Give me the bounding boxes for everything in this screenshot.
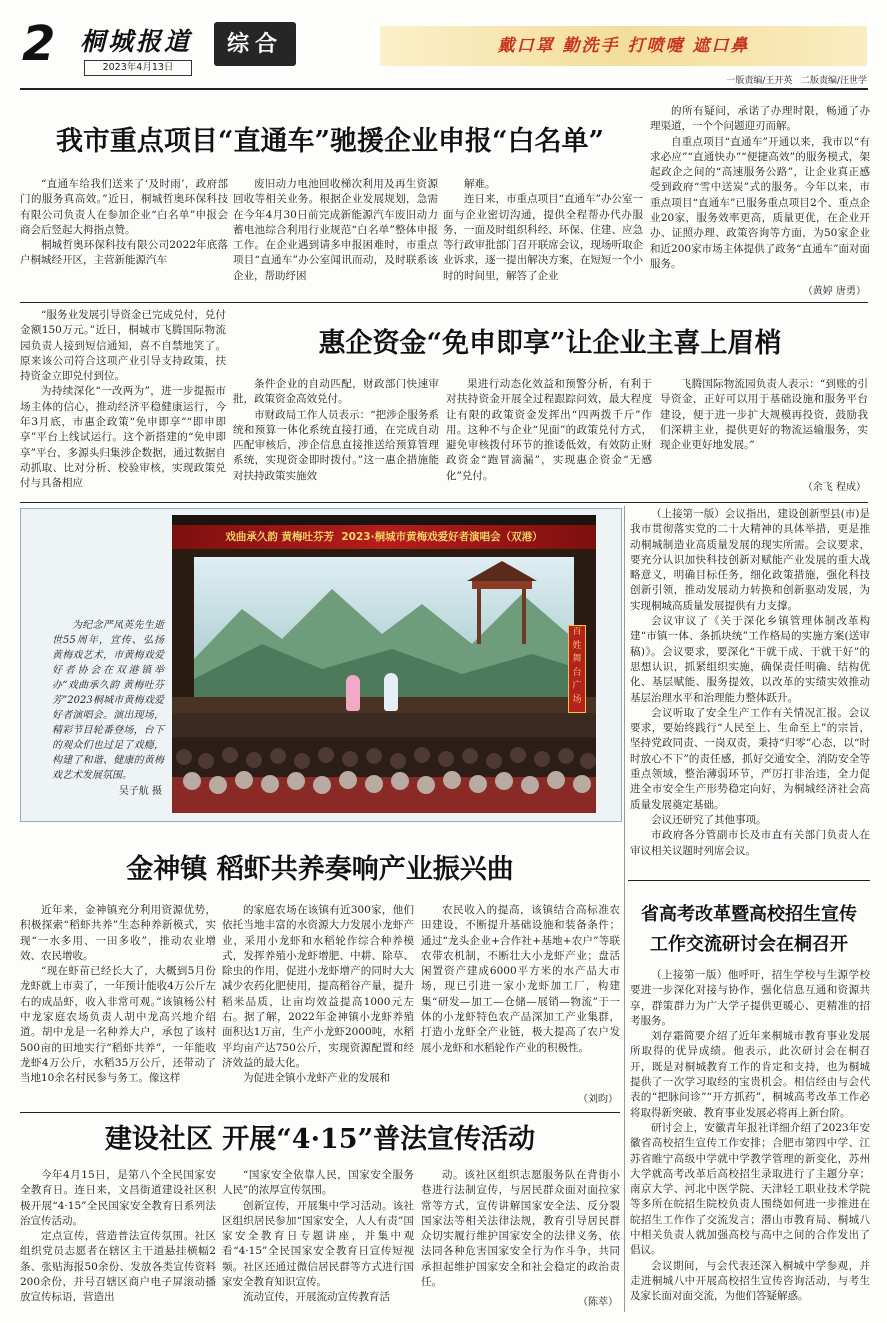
article5-title-line1: 省高考改革暨高校招生宣传	[641, 904, 857, 925]
article4-author: （陈萃）	[578, 1297, 618, 1308]
article1-author: （黄婷 唐勇）	[760, 282, 866, 297]
paragraph: 废旧动力电池回收梯次利用及再生资源回收等相关业务。根据企业发展规划，急需在今年4月30日前完成新能源汽车废旧动力蓄电池综合利用行业规范“白名单”整体申报工作。在企业遇到请多申报困难时，市重点项目“直通车”办公室闻讯而动，及时联系该企业，帮助纾困	[233, 178, 438, 282]
article4-col1	[20, 1168, 216, 1308]
paragraph: 会议审议了《关于深化乡镇管理体制改革构建“市镇一体、条抓块统”工作格局的实施方案(送审稿)》。会议要求，要深化“干就干成、干就干好”的思想认识，抓紧组织实施，确保责任明确、结构优化、基层赋能、服务提效，以改革的实绩实效推动基层治理水平和治理能力整体跃升。	[630, 615, 870, 704]
article3-bottom-rule	[20, 1112, 620, 1113]
paragraph: 条件企业的自动匹配，财政部门快速审批，政策资金高效兑付。	[233, 378, 439, 406]
paragraph: 的所有疑问，承诺了办理时限，畅通了办理渠道，一个个问题迎刃而解。	[650, 105, 870, 133]
paragraph: 为促进全镇小龙虾产业的发展和	[243, 1072, 390, 1085]
paragraph: 的家庭农场在该镇有近300家，他们依托当地丰富的水资源大力发展小龙虾产业，采用小龙虾和水稻轮作综合种养模式，发挥养殖小龙虾增肥、中耕、除草、除虫的作用，促进小龙虾增产的同时大大减少农药化肥使用，提高稻谷产量，提升稻米品质，让亩均效益提高1000元左右。据了解，2022年金神镇小龙虾养殖面积达1万亩，生产小龙虾2000吨，水稻平均亩产达750公斤，实现资源配置和经济效益的最大化。	[222, 904, 414, 1069]
article1-title: 我市重点项目“直通车”驰援企业申报“白名单”	[55, 126, 605, 157]
performer-left	[346, 675, 360, 711]
article5-body	[630, 968, 870, 1313]
article3-author: （刘昀）	[578, 1094, 618, 1105]
paragraph: 自重点项目“直通车”开通以来，我市以“有求必应”“直通快办”“便捷高效”的服务模式，架起政企之间的“高速服务公路”，让企业真正感受到政府“雪中送炭”式的服务。今年以来，市重点项目“直通车”已服务重点项目2个、重点企业20家，服务效率更高，质量更优，在企业开办、证照办理、政策咨询等方面，为50家企业和近200家市场主体提供了政务“直通车”面对面服务。	[650, 135, 870, 270]
paragraph: 为持续深化“一改两为”，进一步提振市场主体的信心，推动经济平稳健康运行，今年3月底，市惠企政策“免申即享”“即申即享”平台上线试运行。这个新搭建的“免申即享”平台，多源头归集涉企数据，通过数据自动抓取、比对分析、校验审核，实现政策兑付与具备相应	[20, 385, 226, 490]
paragraph: “直通车给我们送来了‘及时雨’，政府部门的服务真高效。”近日，桐城哲奥环保科技有限公司负责人在参加企业“白名单”申报会商会后竖起大拇指点赞。	[20, 178, 228, 236]
paper-name-logo: 桐城报道	[80, 27, 193, 56]
paragraph: 会议听取了安全生产工作有关情况汇报。会议要求，要始终践行“人民至上、生命至上”的宗旨，坚持党政同责、一岗双责，秉持“归零”心态，以“时时放心不下”的责任感，抓好交通安全、消防安全等重点领域，整治薄弱环节，严厉打非治违，全力促进全市安全生产形势稳定向好，为桐城经济社会高质量发展奠定基础。	[630, 706, 870, 811]
stage-photo	[172, 515, 596, 813]
photo-credit: 吴子航 摄	[118, 786, 162, 797]
paragraph: 会议期间，与会代表还深入桐城中学参观，并走进桐城八中开展高校招生宣传咨询活动，与考生及家长面对面交流，为他们答疑解惑。	[630, 1259, 870, 1303]
page-number: 2	[22, 16, 56, 72]
masthead-rule	[20, 88, 868, 90]
article3-col2	[222, 903, 414, 1108]
paragraph: “现在虾苗已经长大了，大概到5月份龙虾就上市卖了，一年预计能收4万公斤左右的成品虾，收入非常可观。”该镇杨公村中龙家庭农场负责人胡中龙高兴地介绍道。胡中龙是一名种养大户，承包了该村500亩的田地实行“稻虾共养”，一年能收龙虾4万公斤，水稻35万公斤，还带动了当地10余名村民参与务工。像这样	[20, 965, 216, 1085]
article2-col2	[233, 377, 439, 495]
article4-title: 建设社区 开展“4·15”普法宣传活动	[104, 1124, 536, 1155]
section-badge	[214, 22, 296, 66]
paragraph: （上接第一版）会议指出，建设创新型县(市)是我市贯彻落实党的二十大精神的具体举措，更是推动桐城制造业高质量发展的现实所需。会议要求，要充分认识加快科技创新对赋能产业发展的重大战略意义，明确目标任务，细化政策措施，强化科技创新引领，推动发展动力转换和创新驱动发展，为实现桐城高质量发展提供有力支撑。	[630, 508, 870, 612]
article3-col3	[421, 903, 620, 1073]
meeting-article	[630, 507, 870, 879]
paragraph: 农民收入的提高，该镇结合高标准农田建设，不断提升基础设施和装备条件；通过“龙头企业+合作社+基地+农户”等联农带农机制，不断壮大小龙虾产业；盘活闲置资产建成6000平方米的水产品大市场，现已引进一家小龙虾加工厂，构建集“研发—加工—仓储—展销—物流”于一体的小龙虾特色农产品深加工产业集群，打造小龙虾全产业链，极大提高了农户发展小龙虾和水稻轮作产业的积极性。	[421, 904, 620, 1054]
audience	[172, 737, 596, 813]
paragraph: 流动宣传，开展流动宣传教育活	[243, 1291, 390, 1304]
side-banner	[568, 625, 586, 713]
photo-caption-text: 为纪念严凤英先生逝世55周年，宣传、弘扬黄梅戏艺术，市黄梅戏爱好者协会在双港镇举办“戏曲承久韵 黄梅吐芬芳”2023桐城市黄梅戏爱好者演唱会。演出现场，精彩节目轮番登场，台下的观众们也过足了戏瘾，构建了和谐、健康的黄梅戏艺术发展氛围。	[52, 620, 164, 781]
article3-col1	[20, 903, 216, 1108]
article4-col2	[222, 1168, 414, 1308]
article1-col3	[443, 177, 643, 297]
article1-col2	[233, 177, 438, 297]
article2-author: （余飞 程成）	[802, 482, 866, 493]
stage-banner-text: 戏曲承久韵 黄梅吐芬芳 2023·桐城市黄梅戏爱好者演唱会（双港）	[225, 531, 543, 543]
article2-col4	[660, 377, 868, 462]
slogan-banner	[380, 26, 867, 66]
paragraph: 定点宣传，营造普法宣传氛围。社区组织党员志愿者在辖区主干道悬挂横幅2条、张贴海报50余份、发放各类宣传资料200余份，并号召辖区商户电子屏滚动播放宣传标语，营造出	[20, 1230, 216, 1304]
article2-col3	[446, 377, 652, 495]
performer-right	[384, 673, 398, 711]
side-banner-text: 百姓舞台广场	[572, 627, 582, 705]
section-label: 综合	[226, 31, 283, 57]
article5-title-line2: 工作交流研讨会在桐召开	[650, 934, 848, 955]
paragraph: 连日来，市重点项目“直通车”办公室一面与企业密切沟通，提供全程帮办代办服务，一面及时组织科经、环保、住建、应急等行政审批部门召开联席会议，现场听取企业诉求，逐一提出解决方案，在短短一个小时的时间里，解答了企业	[443, 193, 643, 282]
paragraph: 桐城哲奥环保科技有限公司2022年底落户桐城经开区，主营新能源汽车	[20, 239, 228, 267]
slogan-text: 戴口罩 勤洗手 打喷嚏 遮口鼻	[497, 36, 750, 56]
stage-banner	[172, 525, 596, 549]
article3-title: 金神镇 稻虾共养奏响产业振兴曲	[126, 854, 514, 885]
paragraph: 刘存霜简要介绍了近年来桐城市教育事业发展所取得的优异成绩。他表示，此次研讨会在桐召开，既是对桐城教育工作的肯定和支持，也为桐城提供了一次学习取经的宝贵机会。相信经由与会代表的“把脉问诊”“开方抓药”，桐城高考改革工作必将取得新突破、教育事业发展必将再上新台阶。	[630, 1030, 870, 1119]
paragraph: 市财政局工作人员表示：“把涉企服务系统和预算一体化系统直接打通，在完成自动匹配审核后，涉企信息直接推送给预算管理系统，实现资金即时拨付。”这一惠企措施能对扶持政策实施效	[233, 408, 439, 482]
masthead	[0, 0, 887, 92]
article2-bottom-rule	[20, 502, 868, 503]
paragraph: 解难。	[464, 178, 496, 190]
article1-col1	[20, 177, 228, 297]
issue-date: 2023年4月13日	[84, 60, 192, 76]
paragraph: “服务业发展引导资金已完成兑付，兑付金额150万元。”近日，桐城市飞腾国际物流园负责人接到短信通知，喜不自禁地笑了。原来该公司符合这项产业引导支持政策，扶持资金立即兑付到位。	[20, 309, 226, 383]
photo-caption	[52, 618, 164, 783]
vertical-rule-right	[624, 506, 625, 1312]
paragraph: 会议还研究了其他事项。	[651, 813, 767, 826]
editors-line: 一版责编/王开英 二版责编/汪世学	[726, 76, 867, 86]
article1-col4	[650, 104, 870, 300]
paragraph: 近年来，金神镇充分利用资源优势，积极探索“稻虾共养”生态种养新模式，实现“一水多用、一田多收”，推动农业增效、农民增收。	[20, 904, 216, 962]
right-mid-rule	[628, 880, 870, 881]
paragraph: 创新宣传，开展集中学习活动。该社区组织居民参加“国家安全，人人有责”国家安全教育日专题讲座，并集中观看“4·15”全民国家安全教育日宣传短视频。社区还通过微信居民群等方式进行国家安全教育知识宣传。	[222, 1199, 414, 1289]
article2-col1	[20, 308, 226, 494]
paragraph: 果进行动态化效益和预警分析，有利于对扶持资金开展全过程跟踪问效，最大程度让有限的政策资金发挥出“四两拨千斤”作用。这种不与企业“见面”的政策兑付方式，避免审核拨付环节的推诿低效，有效防止财政资金“跑冒滴漏”，实现惠企资金“无感化”兑付。	[446, 378, 652, 482]
paragraph: 飞腾国际物流园负责人表示：“到账的引导资金，正好可以用于基础设施和服务平台建设，便于进一步扩大规模再投资，鼓励我们深耕主业，提供更好的物流运输服务，实现企业更好地发展。”	[660, 378, 868, 452]
paragraph: 研讨会上，安徽青年报社详细介绍了2023年安徽省高校招生宣传工作安排；合肥市第四中学、江苏省睢宁高级中学就中学教学管理的新变化，苏州大学就高考改革后高校招生录取进行了主题分享；南京大学、河北中医学院、天津轻工职业技术学院等多所在皖招生院校负责人围绕如何进一步推进在皖招生工作作了交流发言；潜山市教育局、桐城八中相关负责人就加强高校与高中之间的合作发出了倡议。	[630, 1121, 870, 1257]
paragraph: （上接第一版）他呼吁，招生学校与生源学校要进一步深化对接与协作，强化信息互通和资源共享，群策群力为广大学子提供更暖心、更精准的招考服务。	[630, 969, 870, 1027]
article1-bottom-rule	[20, 302, 868, 303]
paragraph: 市政府各分管副市长及市直有关部门负责人在审议相关议题时列席会议。	[630, 829, 870, 857]
article4-col3	[421, 1168, 620, 1294]
paragraph: “国家安全依靠人民，国家安全服务人民”的浓厚宣传氛围。	[222, 1169, 414, 1197]
paragraph: 动。该社区组织志愿服务队在背街小巷进行法制宣传，与居民群众面对面拉家常等方式，宣传讲解国家安全法、反分裂国家法等相关法律法规，教育引导居民群众切实履行维护国家安全的法律义务，依法同各种危害国家安全行为作斗争，共同承担起维护国家安全和社会稳定的政治责任。	[421, 1169, 620, 1289]
article2-title: 惠企资金“免申即享”让企业主喜上眉梢	[318, 328, 782, 359]
paragraph: 今年4月15日，是第八个全民国家安全教育日。连日来，文昌街道建设社区积极开展“4·15”全民国家安全教育日系列法治宣传活动。	[20, 1169, 216, 1227]
